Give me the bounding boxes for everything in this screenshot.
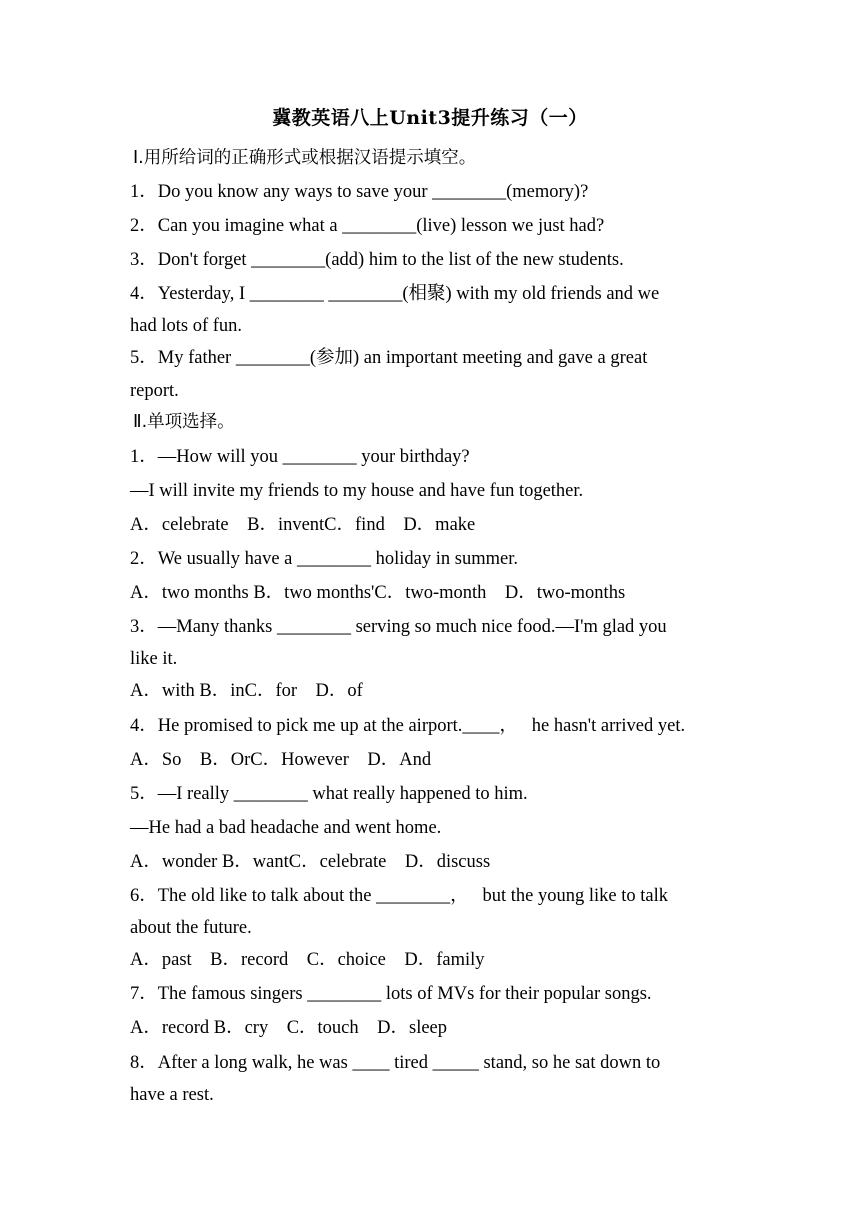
question-line-continuation: report.	[130, 381, 179, 401]
question-line: 5．My father ________(参加) an important meeting and gave a great	[130, 348, 648, 368]
question-line: —He had a bad headache and went home.	[130, 818, 442, 838]
question-line: 3．—Many thanks ________ serving so much nice food.—I'm glad you	[130, 617, 667, 637]
question-line: 4．He promised to pick me up at the airport.____， he hasn't arrived yet.	[130, 716, 686, 736]
question-line-continuation: have a rest.	[130, 1085, 214, 1105]
question-line: 7．The famous singers ________ lots of MVs for their popular songs.	[130, 984, 652, 1004]
question-line: 2．We usually have a ________ holiday in summer.	[130, 549, 518, 569]
answer-options: A．past B．record C．choice D．family	[130, 950, 485, 970]
document-title: 冀教英语八上Unit3提升练习（一）	[272, 107, 588, 129]
answer-options: A．two months B．two months'C．two-month D．two-months	[130, 583, 626, 603]
section-heading-fill-in: Ⅰ.用所给词的正确形式或根据汉语提示填空。	[133, 148, 477, 168]
answer-options: A．record B．cry C．touch D．sleep	[130, 1018, 448, 1038]
answer-options: A．wonder B．wantC．celebrate D．discuss	[130, 852, 491, 872]
section-heading-multiple-choice: Ⅱ.单项选择。	[133, 412, 235, 432]
question-line: 3．Don't forget ________(add) him to the list of the new students.	[130, 250, 624, 270]
question-line: 1．—How will you ________ your birthday?	[130, 447, 470, 467]
question-line-continuation: about the future.	[130, 918, 252, 938]
question-line: 8．After a long walk, he was ____ tired _____ stand, so he sat down to	[130, 1053, 661, 1073]
question-line-continuation: had lots of fun.	[130, 316, 243, 336]
question-line: 6．The old like to talk about the ________， but the young like to talk	[130, 886, 668, 906]
question-line-continuation: like it.	[130, 649, 178, 669]
question-line: 1．Do you know any ways to save your ________(memory)?	[130, 182, 589, 202]
answer-options: A．with B．inC．for D．of	[130, 681, 363, 701]
question-line: —I will invite my friends to my house and have fun together.	[130, 481, 584, 501]
question-line: 2．Can you imagine what a ________(live) lesson we just had?	[130, 216, 605, 236]
question-line: 4．Yesterday, I ________ ________(相聚) with my old friends and we	[130, 284, 660, 304]
question-line: 5．—I really ________ what really happened to him.	[130, 784, 528, 804]
answer-options: A．So B．OrC．However D．And	[130, 750, 432, 770]
answer-options: A．celebrate B．inventC．find D．make	[130, 515, 476, 535]
